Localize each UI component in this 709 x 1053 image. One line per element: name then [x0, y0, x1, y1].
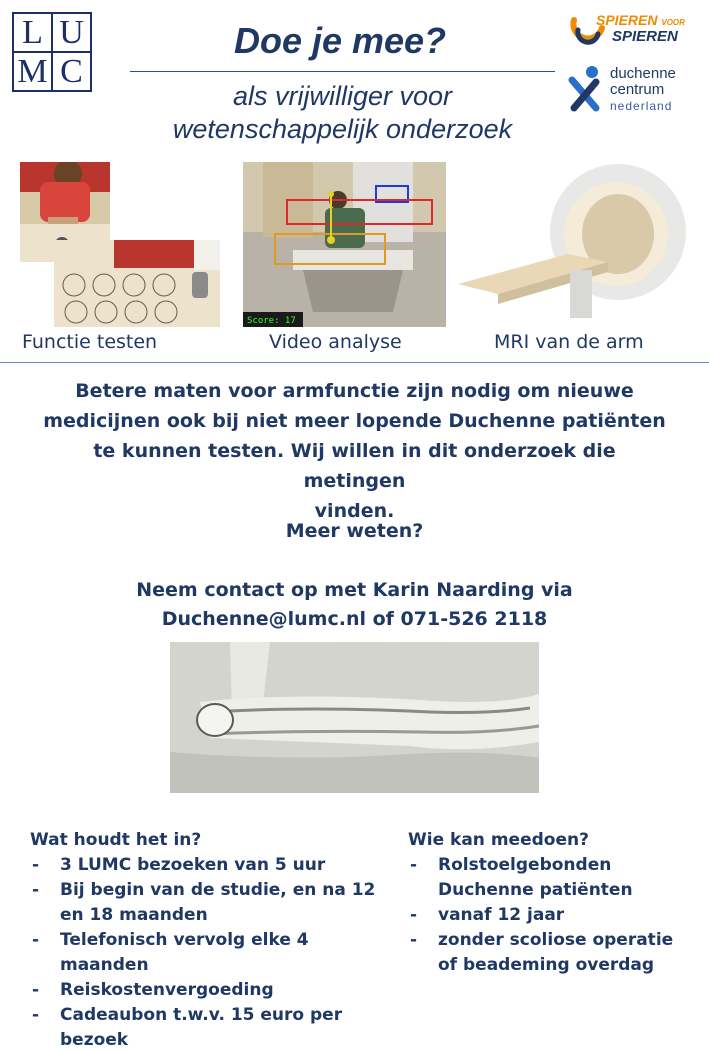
intro-line: vinden. [314, 500, 395, 522]
list-item: - vanaf 12 jaar [408, 903, 698, 928]
video-analysis-photo [243, 162, 446, 327]
what-involves-heading: Wat houdt het in? [30, 830, 202, 850]
who-can-join-list [408, 853, 698, 978]
who-can-join-section [408, 828, 698, 978]
spieren-logo-line-1: SPIEREN VOOR [596, 12, 685, 28]
list-item: - 3 LUMC bezoeken van 5 uur [30, 853, 400, 878]
spieren-logo-line-2: SPIEREN [612, 28, 678, 45]
list-item: - Reiskostenvergoeding [30, 978, 400, 1003]
caption-mri-arm: MRI van de arm [494, 331, 644, 353]
spieren-voor-spieren-logo [568, 10, 703, 54]
contact-block [0, 576, 709, 634]
duchenne-figure-icon [566, 64, 606, 114]
lumc-letter: L [14, 14, 51, 51]
intro-paragraph [40, 376, 669, 526]
what-involves-section [30, 828, 400, 1053]
duchenne-centrum-logo [566, 62, 706, 120]
subtitle-line-2: wetenschappelijk onderzoek [172, 114, 513, 144]
intro-line: te kunnen testen. Wij willen in dit onderzoek die metingen [93, 440, 616, 492]
page-title: Doe je mee? [233, 20, 447, 61]
title-divider [130, 71, 555, 72]
subtitle-line-1: als vrijwilliger voor [232, 81, 453, 111]
video-score-label: Score: 17 [247, 316, 296, 326]
mri-scanner-photo [458, 162, 688, 327]
duchenne-logo-text: duchenne centrum nederland [610, 65, 676, 113]
list-item: - Cadeaubon t.w.v. 15 euro per bezoek [30, 1003, 400, 1053]
contact-line: Neem contact op met Karin Naarding via [136, 579, 573, 601]
what-involves-list [30, 853, 400, 1053]
lumc-letter: M [14, 53, 51, 90]
lumc-logo [12, 12, 92, 92]
caption-function-tests: Functie testen [22, 331, 158, 353]
contact-details: Duchenne@lumc.nl of 071-526 2118 [161, 608, 548, 630]
page-subtitle [130, 80, 555, 146]
lumc-letter: C [53, 53, 90, 90]
more-info-heading: Meer weten? [285, 520, 424, 542]
function-test-photo-2 [54, 240, 220, 327]
list-item: - Rolstoelgebonden Duchenne patiënten [408, 853, 638, 903]
intro-line: Betere maten voor armfunctie zijn nodig om nieuwe [75, 380, 634, 402]
caption-video-analysis: Video analyse [269, 331, 402, 353]
list-item: - Bij begin van de studie, en na 12 en 18 maanden [30, 878, 380, 928]
list-item: - Telefonisch vervolg elke 4 maanden [30, 928, 400, 978]
lumc-letter: U [53, 14, 90, 51]
section-divider [0, 362, 709, 363]
who-can-join-heading: Wie kan meedoen? [408, 830, 589, 850]
list-item: - zonder scoliose operatie of beademing overdag [408, 928, 688, 978]
mri-arm-image [170, 642, 539, 793]
intro-line: medicijnen ook bij niet meer lopende Duchenne patiënten [43, 410, 666, 432]
